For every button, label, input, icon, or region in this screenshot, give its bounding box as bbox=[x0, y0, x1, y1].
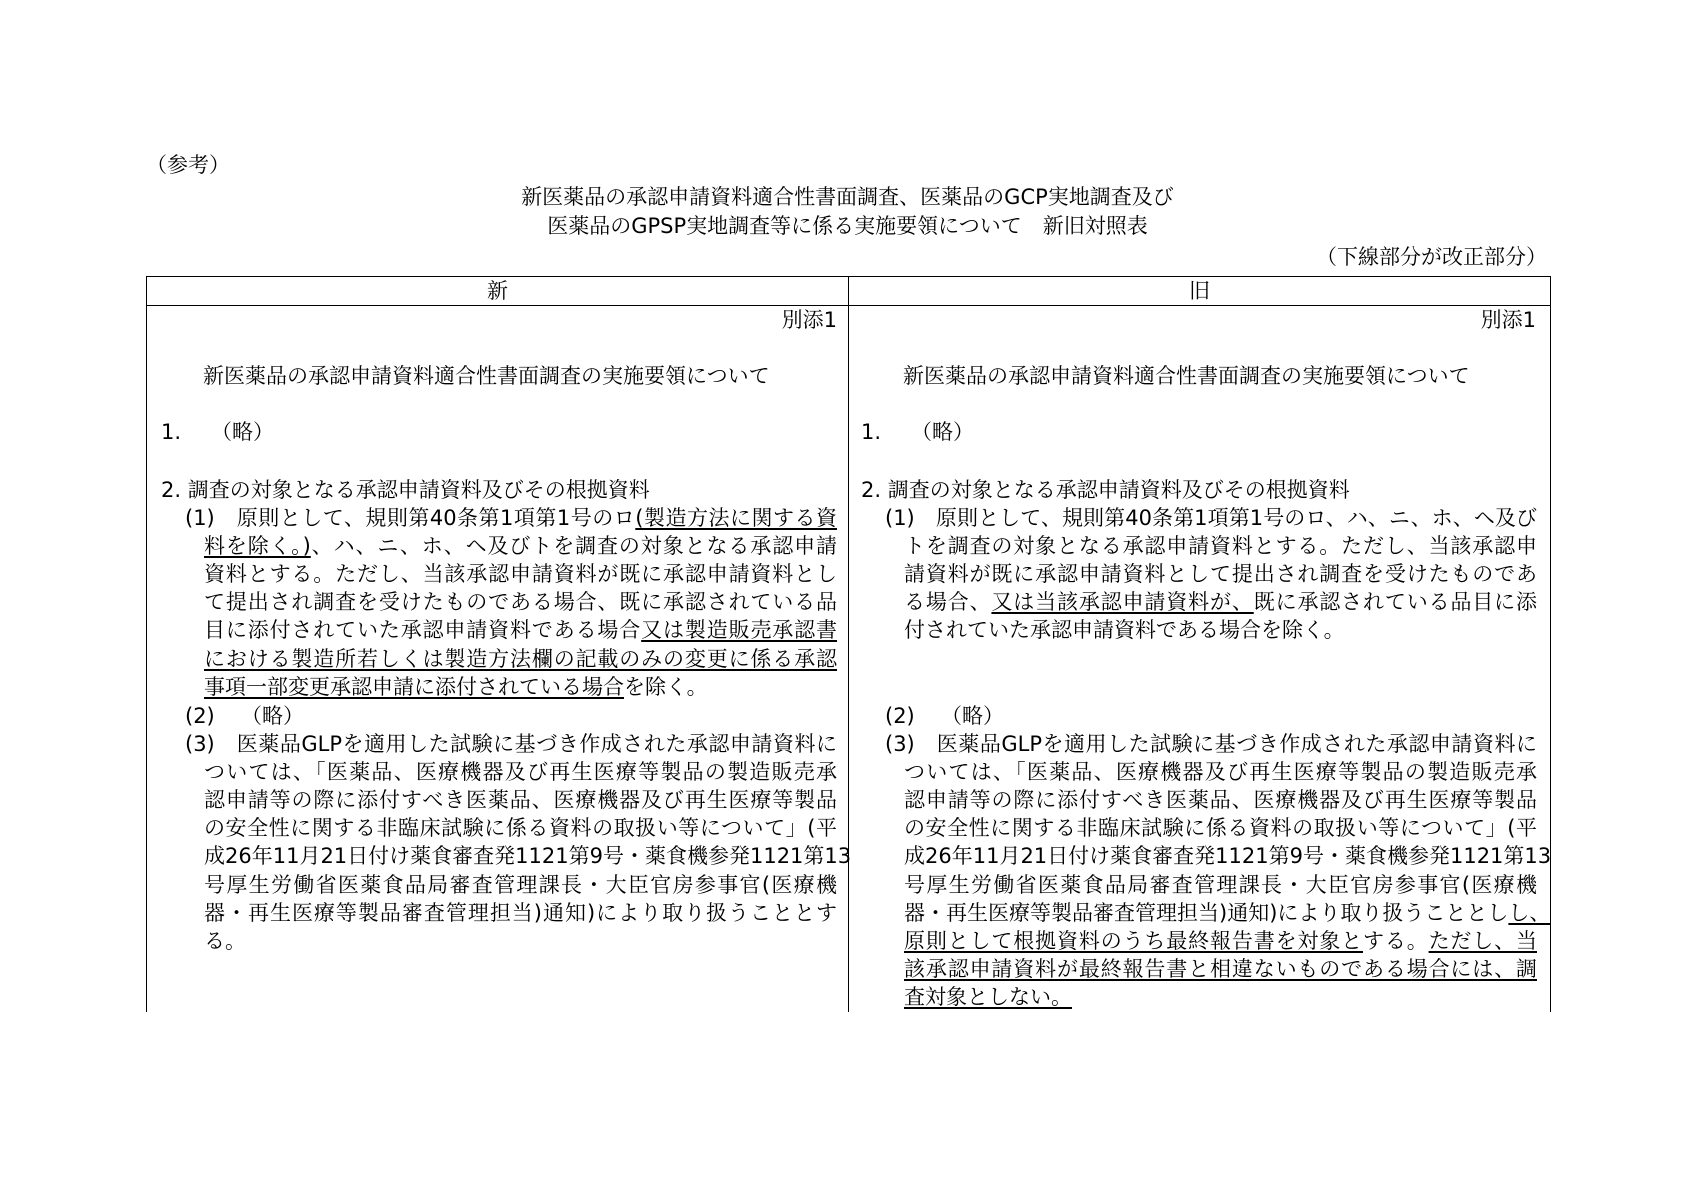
old-p3-line bbox=[904, 871, 1537, 899]
header-new: 新 bbox=[487, 279, 508, 303]
section-subtitle: 新医薬品の承認申請資料適合性書面調査の実施要領について bbox=[903, 364, 1470, 388]
text-segment: (1) 原則として、規則第40条第1項第1号のロ bbox=[185, 506, 636, 530]
item1-text: （略） bbox=[211, 420, 274, 444]
comparison-table bbox=[146, 276, 1551, 1012]
text-segment: トを調査の対象となる承認申請資料とする。ただし、当該承認申 bbox=[904, 534, 1537, 559]
text-segment: て提出され調査を受けたものである場合、既に承認されている品 bbox=[204, 590, 837, 615]
old-p3-line bbox=[904, 983, 1537, 1011]
header-old: 旧 bbox=[1189, 279, 1210, 303]
amended-text: 事項一部変更承認申請に添付されている場合 bbox=[204, 674, 624, 699]
amended-text: ただし、当 bbox=[1428, 928, 1538, 953]
text-segment: の安全性に関する非臨床試験に係る資料の取扱い等について」(平 bbox=[204, 816, 837, 841]
text-segment: る場合、 bbox=[904, 590, 992, 615]
text-segment: 号厚生労働省医薬食品局審査管理課長・大臣官房参事官(医療機 bbox=[904, 872, 1537, 897]
old-p3-line bbox=[904, 927, 1537, 955]
text-segment: 認申請等の際に添付すべき医薬品、医療機器及び再生医療等製品 bbox=[904, 788, 1537, 813]
text-segment: (1) 原則として、規則第40条第1項第1号のロ、ハ、ニ、ホ、ヘ及び bbox=[885, 506, 1537, 530]
text-segment: の安全性に関する非臨床試験に係る資料の取扱い等について」(平 bbox=[904, 816, 1537, 841]
text-segment: を除く。 bbox=[624, 674, 708, 699]
item2-2-number: (2) bbox=[185, 704, 215, 728]
amended-text: 原則として根拠資料のうち最終報告書を対象と bbox=[904, 928, 1363, 953]
amended-text: 又は製造販売承認書 bbox=[641, 618, 838, 643]
text-segment: 資料とする。ただし、当該承認申請資料が既に承認申請資料とし bbox=[204, 562, 837, 587]
old-p3-line bbox=[904, 758, 1537, 786]
item1-number: 1. bbox=[861, 420, 882, 444]
new-p3-line bbox=[204, 786, 837, 814]
document-title-line1: 新医薬品の承認申請資料適合性書面調査、医薬品のGCP実地調査及び bbox=[521, 185, 1174, 209]
old-p1-line bbox=[904, 616, 1537, 644]
new-p3-line bbox=[204, 871, 837, 899]
old-p3-line bbox=[904, 814, 1537, 842]
document-title-line2: 医薬品のGPSP実地調査等に係る実施要領について 新旧対照表 bbox=[547, 214, 1148, 238]
underline-note: （下線部分が改正部分） bbox=[1316, 245, 1547, 269]
text-segment: ついては、「医薬品、医療機器及び再生医療等製品の製造販売承 bbox=[904, 760, 1537, 785]
amended-text: 料を除く。) bbox=[204, 534, 311, 559]
amended-text: し、 bbox=[1508, 900, 1551, 925]
item2-2-number: (2) bbox=[885, 704, 915, 728]
new-p1-line bbox=[204, 560, 837, 588]
old-p3-line bbox=[885, 730, 1537, 758]
new-p3-line bbox=[185, 730, 837, 758]
new-p1-line bbox=[204, 645, 837, 673]
text-segment: (3) 医薬品GLPを適用した試験に基づき作成された承認申請資料に bbox=[185, 732, 837, 756]
item2-2-text: （略） bbox=[241, 704, 304, 728]
amended-text: 又は当該承認申請資料が、 bbox=[991, 590, 1254, 615]
column-divider bbox=[848, 277, 849, 1012]
text-segment: 号厚生労働省医薬食品局審査管理課長・大臣官房参事官(医療機 bbox=[204, 872, 837, 897]
new-p3-line bbox=[204, 842, 852, 870]
old-p1-line bbox=[904, 588, 1537, 616]
new-p1-line bbox=[204, 588, 837, 616]
attachment-label: 別添1 bbox=[1480, 308, 1536, 332]
new-p3-line bbox=[204, 814, 837, 842]
text-segment: 請資料が既に承認申請資料として提出され調査を受けたものであ bbox=[904, 562, 1537, 587]
new-p3-line bbox=[204, 899, 837, 927]
text-segment: (3) 医薬品GLPを適用した試験に基づき作成された承認申請資料に bbox=[885, 732, 1537, 756]
text-segment: 器・再生医療等製品審査管理担当)通知)により取り扱うこととし bbox=[904, 900, 1509, 925]
amended-text: 査対象としない。 bbox=[904, 984, 1072, 1009]
amended-text: 該承認申請資料が最終報告書と相違ないものである場合には、調 bbox=[904, 956, 1537, 981]
text-segment: 器・再生医療等製品審査管理担当)通知)により取り扱うこととす bbox=[204, 900, 837, 925]
attachment-label: 別添1 bbox=[781, 308, 837, 332]
old-p1-line bbox=[904, 532, 1537, 560]
new-p1-line bbox=[204, 616, 837, 644]
reference-label: （参考） bbox=[146, 153, 230, 177]
text-segment: する。 bbox=[1363, 928, 1429, 953]
text-segment: る。 bbox=[204, 928, 246, 953]
new-p1-line bbox=[204, 532, 837, 560]
section-subtitle: 新医薬品の承認申請資料適合性書面調査の実施要領について bbox=[203, 364, 770, 388]
text-segment: ついては、「医薬品、医療機器及び再生医療等製品の製造販売承 bbox=[204, 760, 837, 785]
old-p3-line bbox=[904, 899, 1551, 927]
item2-2-text: （略） bbox=[941, 704, 1004, 728]
old-p1-line bbox=[885, 504, 1537, 532]
item1-number: 1. bbox=[161, 420, 182, 444]
text-segment: 目に添付されていた承認申請資料である場合 bbox=[204, 618, 642, 643]
new-p3-line bbox=[204, 758, 837, 786]
item1-text: （略） bbox=[911, 420, 974, 444]
text-segment: 、ハ、ニ、ホ、ヘ及びトを調査の対象となる承認申請 bbox=[310, 534, 837, 559]
text-segment: 成26年11月21日付け薬食審査発1121第9号・薬食機参発1121第13 bbox=[204, 844, 852, 869]
item2-heading: 2. 調査の対象となる承認申請資料及びその根拠資料 bbox=[161, 478, 650, 502]
text-segment: 成26年11月21日付け薬食審査発1121第9号・薬食機参発1121第13 bbox=[904, 844, 1552, 869]
text-segment: 付されていた承認申請資料である場合を除く。 bbox=[904, 618, 1345, 643]
item2-heading: 2. 調査の対象となる承認申請資料及びその根拠資料 bbox=[861, 478, 1350, 502]
new-p1-line bbox=[204, 673, 837, 701]
old-p3-line bbox=[904, 786, 1537, 814]
text-segment: 既に承認されている品目に添 bbox=[1253, 590, 1538, 615]
text-segment: 認申請等の際に添付すべき医薬品、医療機器及び再生医療等製品 bbox=[204, 788, 837, 813]
new-p1-line bbox=[185, 504, 837, 532]
amended-text: における製造所若しくは製造方法欄の記載のみの変更に係る承認 bbox=[204, 646, 837, 671]
old-p3-line bbox=[904, 842, 1552, 870]
new-p3-line bbox=[204, 927, 837, 955]
old-p3-line bbox=[904, 955, 1537, 983]
old-p1-line bbox=[904, 560, 1537, 588]
amended-text: (製造方法に関する資 bbox=[635, 506, 837, 530]
